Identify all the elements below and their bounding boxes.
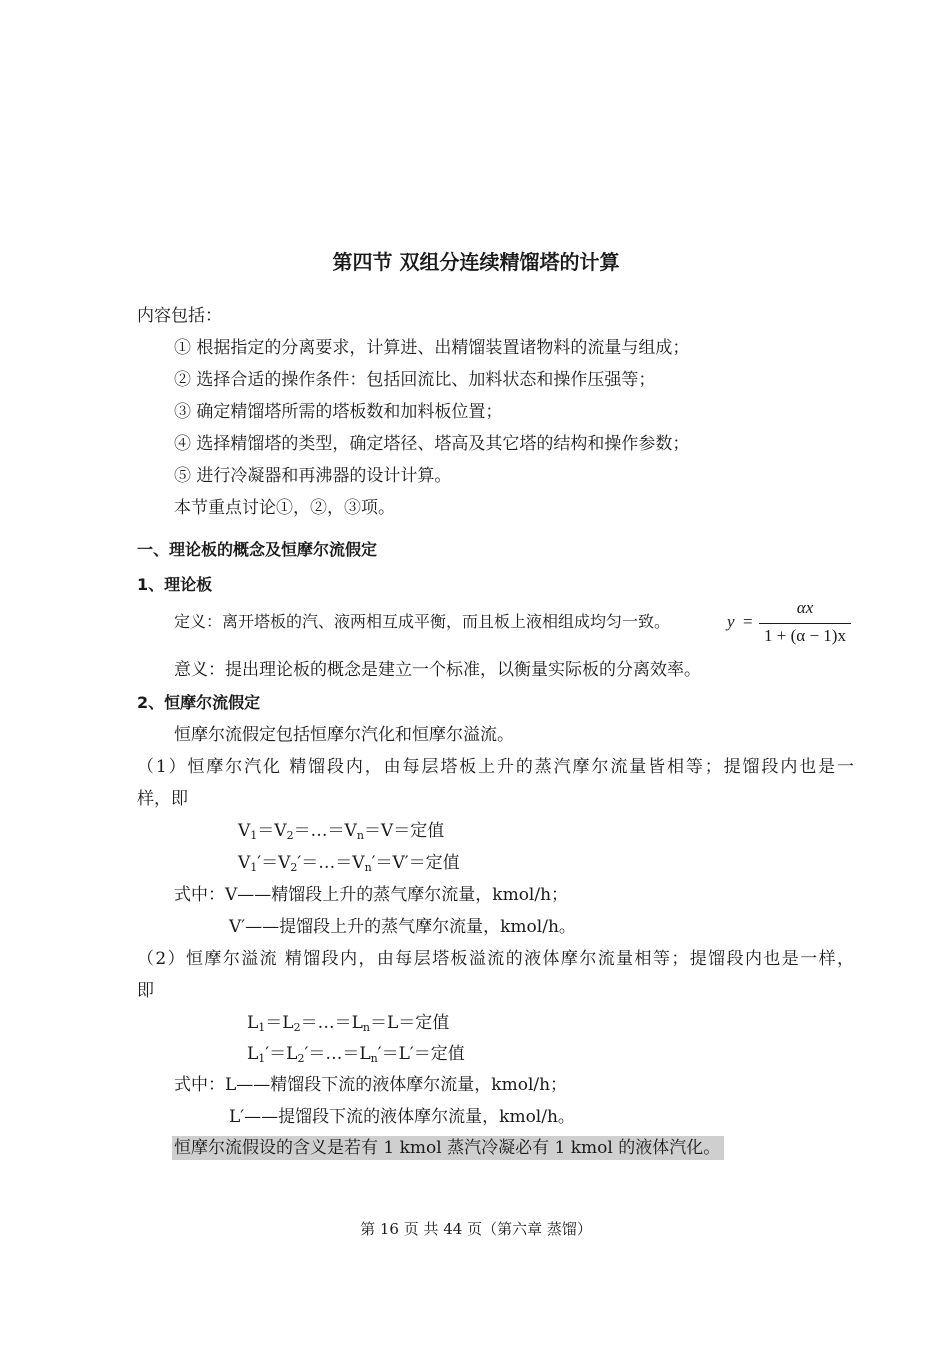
page-title: 第四节 双组分连续精馏塔的计算 [332,250,620,274]
liquid-paragraph-line-1: （2）恒摩尔溢流 精馏段内，由每层塔板溢流的液体摩尔流量相等；提馏段内也是一样， [137,949,854,969]
intro-label: 内容包括： [137,306,222,326]
formula-denominator: 1 + (α − 1)x [764,626,846,645]
section-heading: 一、理论板的概念及恒摩尔流假定 [137,540,378,559]
vapor-where-1: 式中：V——精馏段上升的蒸气摩尔流量，kmol/h； [174,885,569,905]
intro-item-1: ① 根据指定的分离要求，计算进、出精馏装置诸物料的流量与组成； [174,338,690,358]
equilibrium-formula [727,598,857,650]
vapor-where-2: V′——提馏段上升的蒸气摩尔流量，kmol/h。 [229,917,576,937]
subsection-heading-theoretical-plate: 1、理论板 [137,575,213,594]
intro-item-3: ③ 确定精馏塔所需的塔板数和加料板位置； [174,402,503,422]
subsection-heading-constant-molar-flow: 2、恒摩尔流假定 [137,693,261,712]
liquid-equation-rectifying: $L_1=L_2=\dots=L_n=L=$定值 [247,1013,450,1034]
liquid-paragraph-line-2: 即 [137,981,154,1001]
liquid-equation-stripping: $L_1'=L_2'=\dots=L_n'=L'=$定值 [247,1044,465,1065]
highlight-text: 恒摩尔流假设的含义是若有 1 kmol 蒸汽冷凝必有 1 kmol 的液体汽化。 [172,1136,724,1160]
intro-item-2: ② 选择合适的操作条件：包括回流比、加料状态和操作压强等； [174,370,656,390]
vapor-equation-stripping: $V_1'=V_2'=\dots=V_n'=V'=$定值 [238,853,460,874]
liquid-where-1: 式中：L——精馏段下流的液体摩尔流量，kmol/h； [174,1075,568,1095]
vapor-paragraph-line-2: 样，即 [137,789,188,809]
liquid-where-2: L′——提馏段下流的液体摩尔流量，kmol/h。 [229,1107,575,1127]
meaning-text: 意义：提出理论板的概念是建立一个标准，以衡量实际板的分离效率。 [174,660,701,680]
intro-item-4: ④ 选择精馏塔的类型，确定塔径、塔高及其它塔的结构和操作参数； [174,434,690,454]
fraction-bar [759,623,851,624]
vapor-paragraph-line-1: （1）恒摩尔汽化 精馏段内，由每层塔板上升的蒸汽摩尔流量皆相等；提馏段内也是一 [137,757,854,777]
formula-lhs: y [727,612,735,631]
vapor-equation-rectifying: $V_1=V_2=\dots=V_n=V=$定值 [238,821,445,842]
formula-numerator: αx [796,598,814,617]
intro-focus: 本节重点讨论①，②，③项。 [174,498,395,518]
page-footer: 第 16 页 共 44 页（第六章 蒸馏） [360,1220,592,1238]
assumption-summary: 恒摩尔流假定包括恒摩尔汽化和恒摩尔溢流。 [174,725,514,745]
formula-equals: = [743,612,753,631]
definition-text: 定义：离开塔板的汽、液两相互成平衡，而且板上液相组成均匀一致。 [174,612,671,631]
highlighted-statement [172,1136,724,1160]
intro-item-5: ⑤ 进行冷凝器和再沸器的设计计算。 [174,466,452,486]
